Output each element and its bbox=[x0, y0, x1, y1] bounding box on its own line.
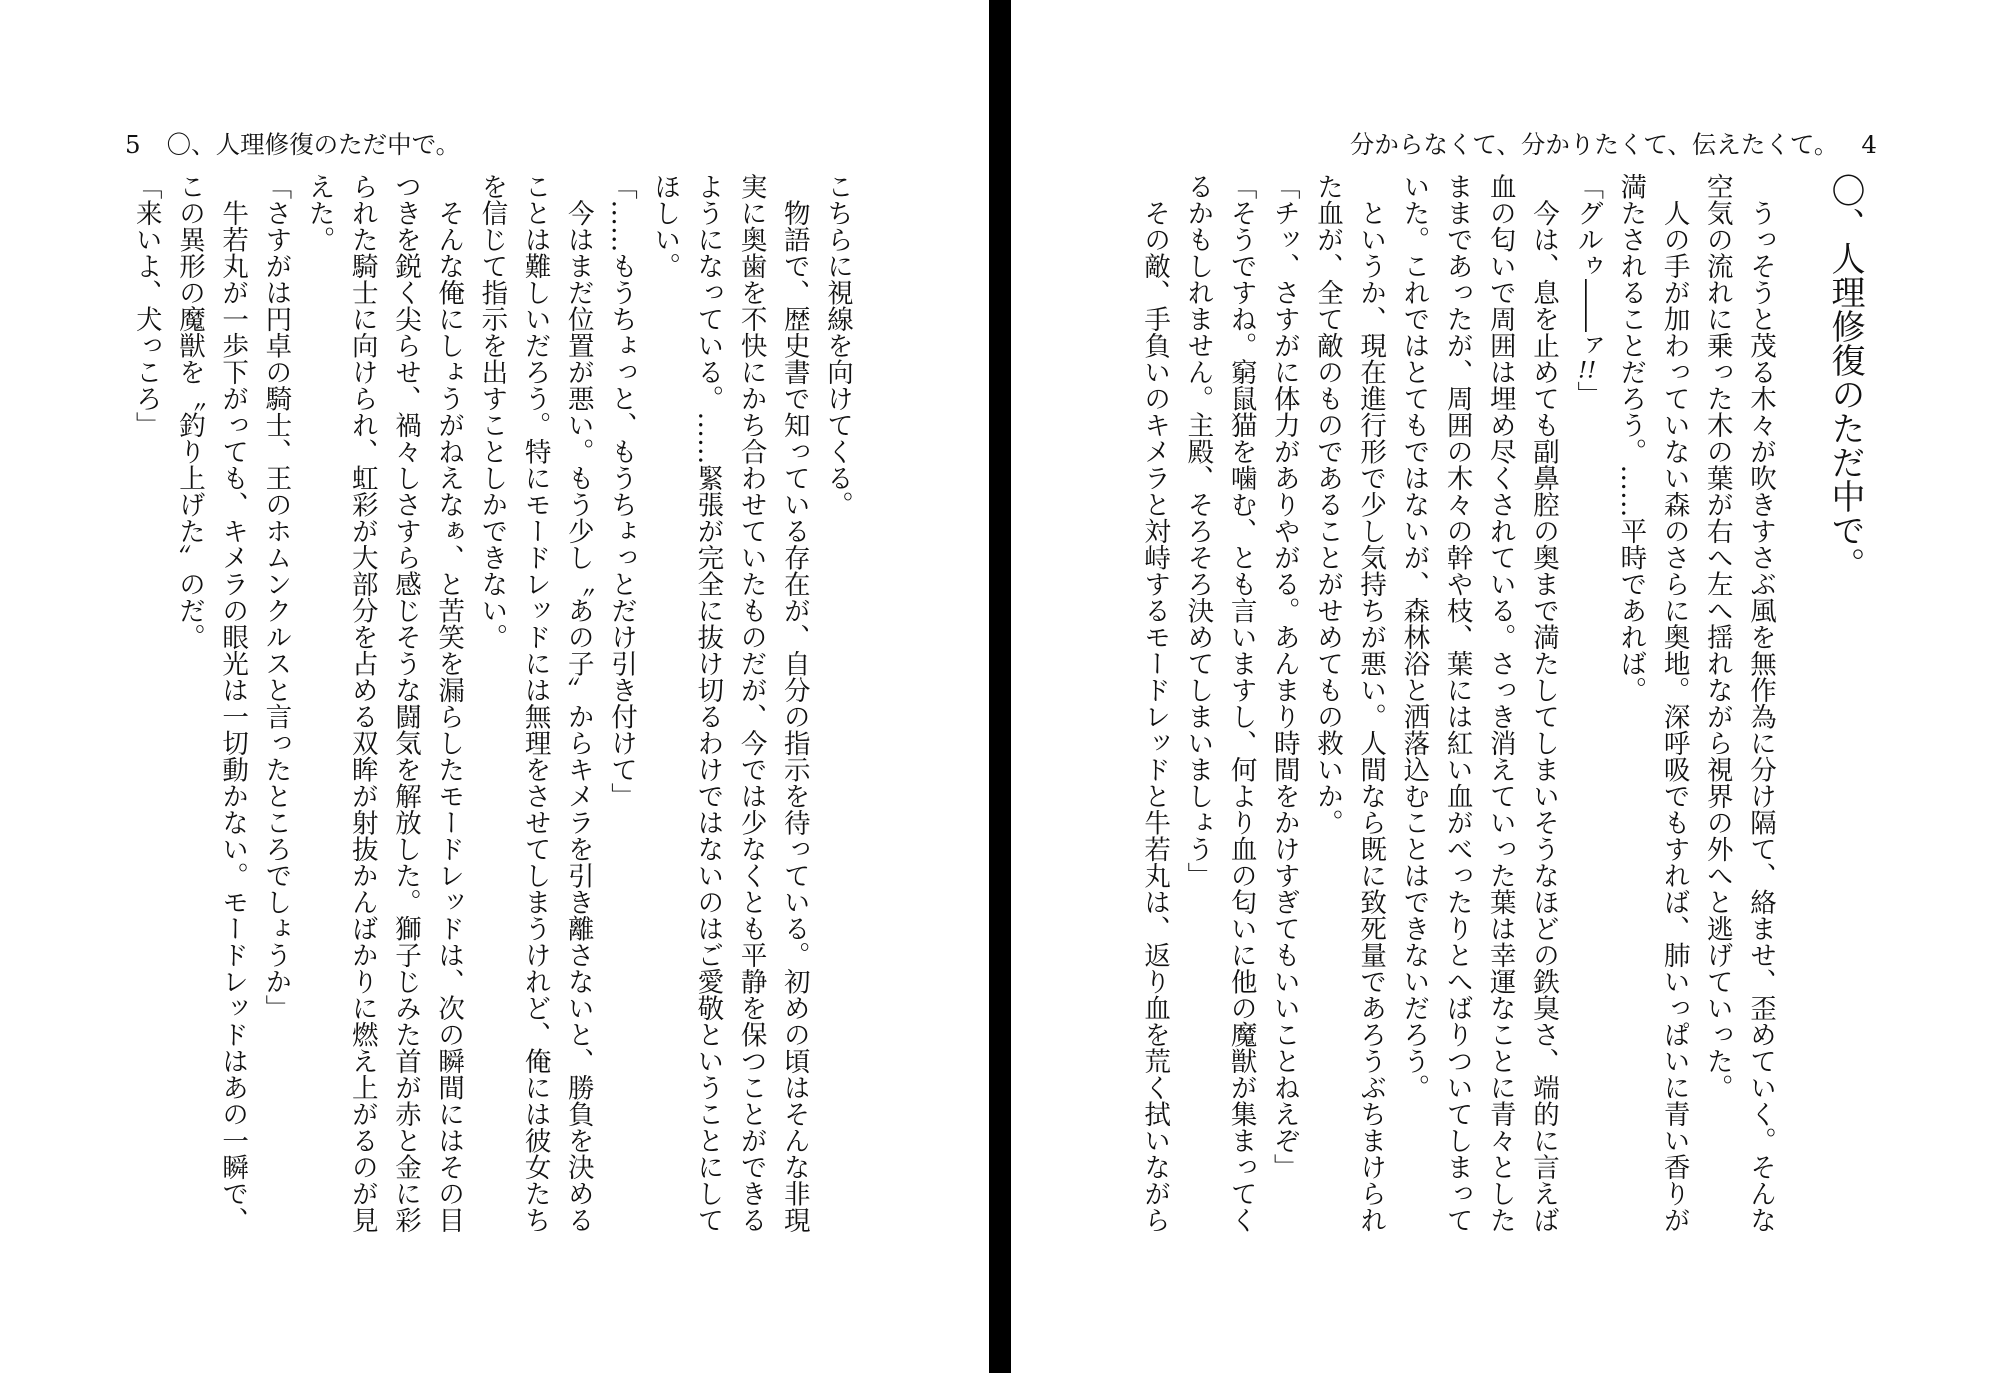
text-line: 人の手が加わっていない森のさらに奥地。深呼吸でもすれば、肺いっぱいに青い香りが bbox=[1658, 173, 1690, 1233]
left-page bbox=[0, 0, 989, 1373]
text-line: 空気の流れに乗った木の葉が右へ左へ揺れながら視界の外へと逃げていった。 bbox=[1701, 173, 1733, 1101]
text-line: ほしい。 bbox=[649, 173, 681, 279]
text-line: ようになっている。……緊張が完全に抜け切るわけではないのはご愛敬ということにして bbox=[692, 173, 724, 1233]
dialogue-line: 「来いよ、犬っころ」 bbox=[130, 173, 162, 438]
dialogue-line: 「さすがは円卓の騎士、王のホムンクルスと言ったところでしょうか」 bbox=[260, 173, 292, 1021]
body-text bbox=[1133, 173, 1782, 1253]
text-line: この異形の魔獣を〝釣り上げた〟のだ。 bbox=[173, 173, 205, 650]
page-number: 4 bbox=[1861, 130, 1877, 159]
text-line: を信じて指示を出すことしかできない。 bbox=[476, 173, 508, 650]
dialogue-line: るかもしれません。主殿、そろそろ決めてしまいましょう」 bbox=[1182, 173, 1214, 889]
text-line: ままであったが、周囲の木々の幹や枝、葉には紅い血がべったりとへばりついてしまって bbox=[1441, 173, 1473, 1233]
text-line: 実に奥歯を不快にかち合わせていたものだが、今では少なくとも平静を保つことができる bbox=[735, 173, 767, 1233]
text-line: られた騎士に向けられ、虹彩が大部分を占める双眸が射抜かんばかりに燃え上がるのが見 bbox=[346, 173, 378, 1233]
text-line: 今は、息を止めても副鼻腔の奥まで満たしてしまいそうなほどの鉄臭さ、端的に言えば bbox=[1527, 173, 1559, 1233]
dialogue-line: 「そうですね。窮鼠猫を噛む、とも言いますし、何より血の匂いに他の魔獣が集まってく bbox=[1225, 173, 1257, 1233]
text-line: た血が、全て敵のものであることがせめてもの救いか。 bbox=[1311, 173, 1343, 836]
text-line: ことは難しいだろう。特にモードレッドには無理をさせてしまうけれど、俺には彼女たち bbox=[519, 173, 551, 1233]
right-page bbox=[1011, 0, 2000, 1373]
text-line: というか、現在進行形で少し気持ちが悪い。人間なら既に致死量であろうぶちまけられ bbox=[1355, 173, 1387, 1233]
gutter-divider bbox=[989, 0, 1011, 1373]
exclamation-marks: !! bbox=[1578, 358, 1597, 382]
text-line: えた。 bbox=[303, 173, 335, 253]
text-line: 今はまだ位置が悪い。もう少し〝あの子〟からキメラを引き離さないと、勝負を決める bbox=[562, 173, 594, 1233]
text-line: いた。これではとてもではないが、森林浴と洒落込むことはできないだろう。 bbox=[1398, 173, 1430, 1101]
running-head: 分からなくて、分かりたくて、伝えたくて。 bbox=[1349, 130, 1839, 159]
text-line: 満たされることだろう。……平時であれば。 bbox=[1615, 173, 1647, 703]
text-line: つきを鋭く尖らせ、禍々しさすら感じそうな闘気を解放した。獅子じみた首が赤と金に彩 bbox=[389, 173, 421, 1233]
text-line: その敵、手負いのキメラと対峙するモードレッドと牛若丸は、返り血を荒く拭いながら bbox=[1139, 173, 1171, 1233]
body-text bbox=[125, 173, 859, 1253]
text-line: うっそうと茂る木々が吹きすさぶ風を無作為に分け隔て、絡ませ、歪めていく。そんな bbox=[1745, 173, 1776, 1233]
text-line: 牛若丸が一歩下がっても、キメラの眼光は一切動かない。モードレッドはあの一瞬で、 bbox=[217, 173, 249, 1233]
dialogue-line bbox=[1565, 173, 1609, 1253]
chapter-title: 〇、人理修復のただ中で。 bbox=[1825, 173, 1865, 581]
page-number: 5 bbox=[125, 130, 141, 159]
text-line: こちらに視線を向けてくる。 bbox=[822, 173, 853, 518]
text-line: 物語で、歴史書で知っている存在が、自分の指示を待っている。初めの頃はそんな非現 bbox=[778, 173, 810, 1233]
roar-text: 「グルゥ――ァ bbox=[1572, 173, 1604, 359]
dialogue-line: 「……もうちょっと、もうちょっとだけ引き付けて」 bbox=[605, 173, 637, 809]
dialogue-line: 「チッ、さすがに体力がありやがる。あんまり時間をかけすぎてもいいことねえぞ」 bbox=[1268, 173, 1300, 1180]
closing-bracket: 」 bbox=[1572, 381, 1604, 408]
text-line: そんな俺にしょうがねえなぁ、と苦笑を漏らしたモードレッドは、次の瞬間にはその目 bbox=[433, 173, 465, 1233]
running-head: 〇、人理修復のただ中で。 bbox=[166, 130, 461, 159]
running-header-right bbox=[1350, 128, 1877, 162]
text-line: 血の匂いで周囲は埋め尽くされている。さっき消えていった葉は幸運なことに青々とした bbox=[1484, 173, 1516, 1233]
running-header-left bbox=[125, 128, 460, 162]
